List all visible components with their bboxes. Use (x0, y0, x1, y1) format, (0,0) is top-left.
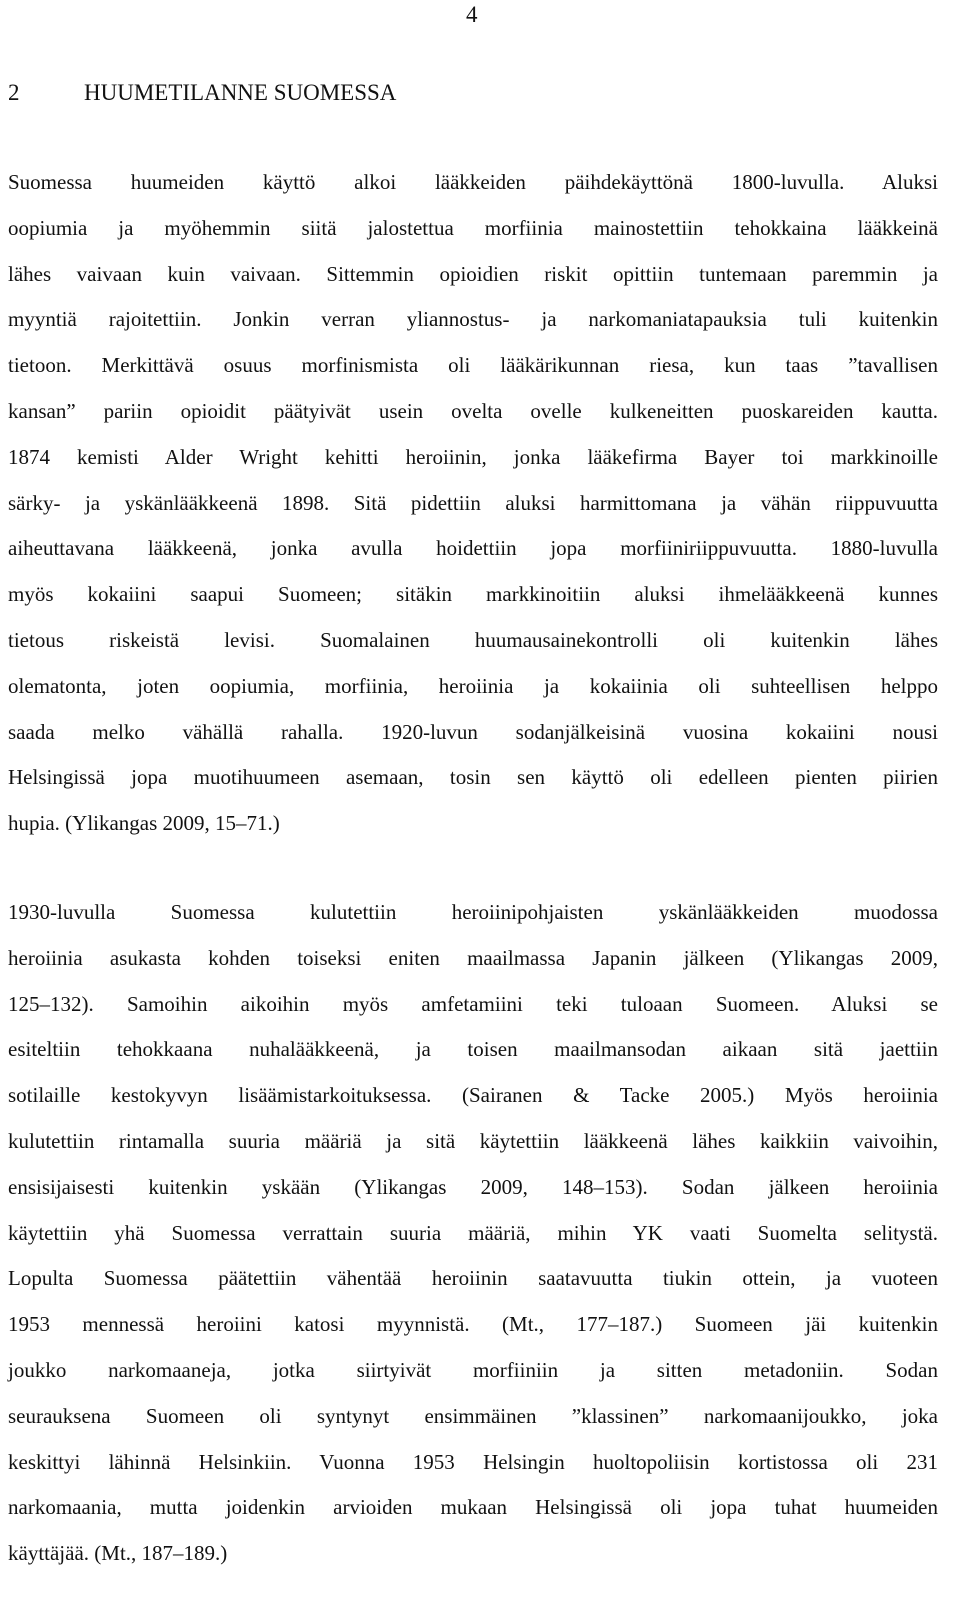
text-line: käyttäjää. (Mt., 187–189.) (8, 1541, 228, 1566)
text-line: Helsingissä jopa muotihuumeen asemaan, tosin sen käyttö oli edelleen pienten piirien (8, 765, 938, 790)
text-line: kulutettiin rintamalla suuria määriä ja sitä käytettiin lääkkeenä lähes kaikkiin vaivoihin, (8, 1128, 938, 1153)
text-line: käytettiin yhä Suomessa verrattain suuria määriä, mihin YK vaati Suomelta selitystä. (8, 1220, 938, 1245)
text-line: saada melko vähällä rahalla. 1920-luvun sodanjälkeisinä vuosina kokaiini nousi (8, 719, 938, 744)
text-line: heroiinia asukasta kohden toiseksi eniten maailmassa Japanin jälkeen (Ylikangas 2009, (8, 945, 938, 970)
paragraph-2 (8, 890, 938, 1577)
text-line: ensisijaisesti kuitenkin yskään (Ylikangas 2009, 148–153). Sodan jälkeen heroiinia (8, 1174, 938, 1199)
text-line: aiheuttavana lääkkeenä, jonka avulla hoidettiin jopa morfiiniriippuvuutta. 1880-luvulla (8, 536, 938, 561)
text-line: 1874 kemisti Alder Wright kehitti heroiinin, jonka lääkefirma Bayer toi markkinoille (8, 444, 938, 469)
text-line: sotilaille kestokyvyn lisäämistarkoituksessa. (Sairanen & Tacke 2005.) Myös heroiinia (8, 1083, 938, 1108)
text-line: olematonta, joten oopiumia, morfiinia, heroiinia ja kokaiinia oli suhteellisen helppo (8, 673, 938, 698)
page-number: 4 (466, 2, 478, 27)
text-line: seurauksena Suomeen oli syntynyt ensimmäinen ”klassinen” narkomaanijoukko, joka (8, 1403, 938, 1428)
text-line: myyntiä rajoitettiin. Jonkin verran yliannostus- ja narkomaniatapauksia tuli kuitenkin (8, 307, 938, 332)
text-line: oopiumia ja myöhemmin siitä jalostettua morfiinia mainostettiin tehokkaina lääkkeinä (8, 215, 938, 240)
text-line: esiteltiin tehokkaana nuhalääkkeenä, ja toisen maailmansodan aikaan sitä jaettiin (8, 1037, 938, 1062)
text-line: 1930-luvulla Suomessa kulutettiin heroiinipohjaisten yskänlääkkeiden muodossa (8, 900, 938, 924)
text-line: keskittyi lähinnä Helsinkiin. Vuonna 1953 Helsingin huoltopoliisin kortistossa oli 231 (8, 1449, 938, 1474)
text-line: tietoon. Merkittävä osuus morfinismista oli lääkärikunnan riesa, kun taas ”tavallisen (8, 353, 938, 378)
text-line: 1953 mennessä heroiini katosi myynnistä. (Mt., 177–187.) Suomeen jäi kuitenkin (8, 1312, 938, 1337)
text-line: myös kokaiini saapui Suomeen; sitäkin markkinoitiin aluksi ihmelääkkeenä kunnes (8, 582, 938, 607)
text-line: Lopulta Suomessa päätettiin vähentää heroiinin saatavuutta tiukin ottein, ja vuoteen (8, 1266, 938, 1291)
text-line: Suomessa huumeiden käyttö alkoi lääkkeiden päihdekäyttönä 1800-luvulla. Aluksi (8, 170, 938, 194)
text-line: särky- ja yskänlääkkeenä 1898. Sitä pidettiin aluksi harmittomana ja vähän riippuvuutta (8, 490, 938, 515)
section-number: 2 (8, 80, 20, 105)
text-line: tietous riskeistä levisi. Suomalainen huumausainekontrolli oli kuitenkin lähes (8, 627, 938, 652)
text-line: lähes vaivaan kuin vaivaan. Sittemmin opioidien riskit opittiin tuntemaan paremmin ja (8, 261, 938, 286)
text-line: narkomaania, mutta joidenkin arvioiden mukaan Helsingissä oli jopa tuhat huumeiden (8, 1495, 938, 1520)
text-line: hupia. (Ylikangas 2009, 15–71.) (8, 811, 280, 836)
paragraph-1 (8, 160, 938, 847)
text-line: 125–132). Samoihin aikoihin myös amfetamiini teki tuloaan Suomeen. Aluksi se (8, 991, 938, 1016)
section-heading (8, 78, 396, 108)
text-line: joukko narkomaaneja, jotka siirtyivät morfiiniin ja sitten metadoniin. Sodan (8, 1357, 938, 1382)
text-line: kansan” pariin opioidit päätyivät usein ovelta ovelle kulkeneitten puoskareiden kautta. (8, 398, 938, 423)
section-title: HUUMETILANNE SUOMESSA (84, 80, 397, 105)
